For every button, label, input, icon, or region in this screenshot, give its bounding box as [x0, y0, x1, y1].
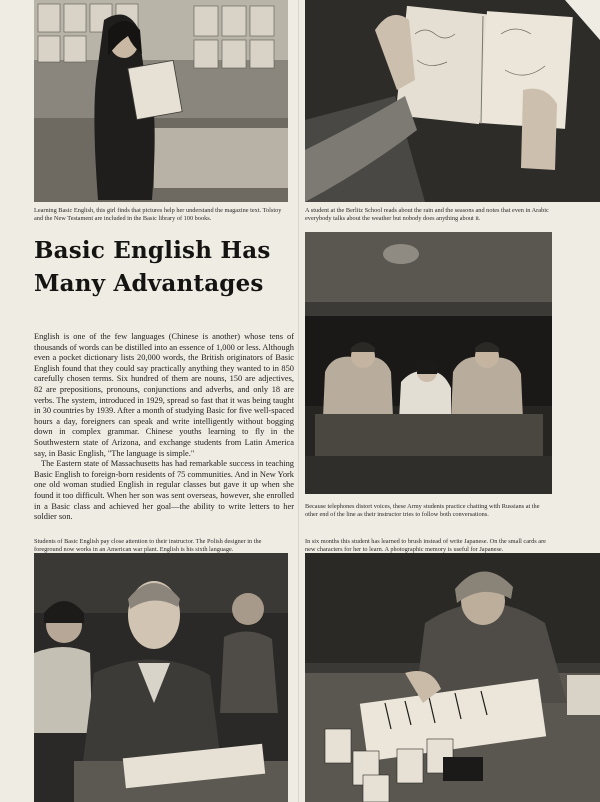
caption-telephones: Because telephones distort voices, these Army students practice chatting with Russians at the other end of the line as their instructor tries to follow both conversations.	[305, 503, 540, 518]
photo-japanese-brush	[305, 553, 600, 802]
caption-newsstand: Learning Basic English, this girl finds that pictures help her understand the magazine text. Tolstoy and the New Testament are included in the Basic library of 100 books.	[34, 207, 282, 222]
caption-berlitz: A student at the Berlitz School reads about the rain and the seasons and notes that even in Arabic everybody talks about the weather but nobody does anything about it.	[305, 207, 549, 222]
caption-class: Students of Basic English pay close attention to their instructor. The Polish designer in the foreground now works in an American war plant. English is his sixth language.	[34, 538, 262, 553]
photo-newsstand-girl	[34, 0, 288, 202]
caption-japanese: In six months this student has learned to brush instead of write Japanese. On the small cards are new characters for her to learn. A photographic memory is useful for Japanese.	[305, 538, 546, 553]
photo-classroom	[34, 553, 288, 802]
page-title-line-1: Basic English Has	[34, 237, 271, 264]
article-paragraph-1: English is one of the few languages (Chinese is another) whose tens of thousands of words can be distilled into an essence of 1,000 or less. Although even a pocket dictionary lists 20,000 words, the British originators of Basic English found that they could say practically anything they wanted to in 850 carefully chosen terms. Six hundred of them are nouns, 150 are adjectives, 82 are prepositions, pronouns, conjunctions and adverbs, and only 18 are verbs. The system, introduced in 1929, spread so fast that it was being taught in 30 countries by 1939. After a month of studying Basic for five well-spaced hours a day, foreigners can speak and write intelligently without bogging down in complex grammar. Chinese youths learning to fly in the Southwestern state of Arizona, and exchange students from Latin America say, in Basic English, "The language is simple."	[34, 332, 294, 458]
article-paragraph-2: The Eastern state of Massachusetts has had remarkable success in teaching Basic English to foreign-born residents of 75 communities. And in New York one old woman studied English in regular classes but gave it up when she found it too difficult. When her son was sent overseas, however, she enrolled in a Basic class and achieved her goal—the ability to write letters to her soldier son.	[34, 459, 294, 522]
photo-army-telephones	[305, 232, 552, 494]
article-body	[34, 332, 294, 523]
photo-berlitz-reader	[305, 0, 600, 202]
page-title	[34, 234, 296, 300]
column-gutter	[298, 0, 299, 802]
page-title-line-2: Many Advantages	[34, 270, 264, 297]
